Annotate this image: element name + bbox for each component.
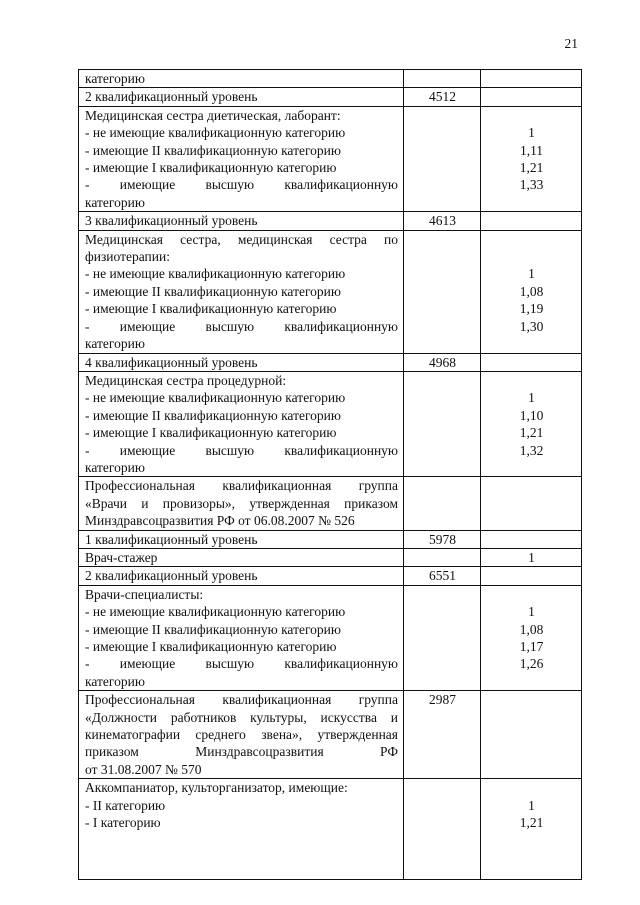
coefficient-cell: [481, 88, 582, 106]
position-line: категорию: [85, 673, 145, 689]
base-salary-cell: [404, 691, 481, 779]
coefficient-value: 1: [528, 549, 535, 565]
coefficient-value: 1,21: [519, 815, 544, 831]
coefficient-value: 1,33: [519, 177, 544, 193]
position-line: 2 квалификационный уровень: [85, 568, 258, 584]
base-salary-cell: [404, 477, 481, 530]
base-salary-cell: [404, 230, 481, 353]
salary-coefficient-table: [78, 69, 582, 880]
position-line: категорию: [85, 71, 145, 86]
position-line: приказом Минздравсоцразвития РФ: [85, 744, 398, 760]
position-line: категорию: [85, 336, 145, 352]
position-line: - имеющие I квалификационную категорию: [85, 160, 337, 176]
position-line: Профессиональная квалификационная группа: [85, 478, 398, 494]
coefficient-value: 1,17: [519, 638, 544, 654]
coefficient-value: 1: [528, 266, 535, 282]
base-salary-cell: [404, 530, 481, 548]
base-salary-cell: [404, 371, 481, 476]
table-row-job: [79, 106, 582, 211]
coefficient-value: 1,32: [519, 442, 544, 458]
base-salary-cell: [404, 779, 481, 880]
base-salary-cell: [404, 567, 481, 585]
coefficient-value: 1,08: [519, 621, 544, 637]
position-cell: [79, 779, 404, 880]
position-line: 4 квалификационный уровень: [85, 354, 258, 370]
base-salary-cell: [404, 70, 481, 88]
position-line: - имеющие высшую квалификационную: [85, 318, 398, 334]
table-row-level: [79, 212, 582, 230]
coefficient-value: 1,10: [519, 407, 544, 423]
coefficient-cell: [481, 567, 582, 585]
coefficient-value: 1,21: [519, 425, 544, 441]
coefficient-cell: [481, 212, 582, 230]
coefficient-value: 1,08: [519, 283, 544, 299]
table-row-job: [79, 230, 582, 353]
coefficient-cell: [481, 106, 582, 211]
position-cell: [79, 585, 404, 690]
position-line: - имеющие I квалификационную категорию: [85, 425, 337, 441]
position-line: Профессиональная квалификационная группа: [85, 692, 398, 708]
base-salary-cell: [404, 212, 481, 230]
coefficient-cell: [481, 230, 582, 353]
position-line: - имеющие II квалификационную категорию: [85, 407, 341, 423]
base-salary-cell: [404, 353, 481, 371]
base-salary-value: 4512: [429, 89, 456, 105]
position-cell: [79, 530, 404, 548]
position-line: - не имеющие квалификационную категорию: [85, 604, 346, 620]
position-cell: [79, 548, 404, 566]
position-line: - имеющие I квалификационную категорию: [85, 639, 337, 654]
coefficient-cell: [481, 371, 582, 476]
position-line: - имеющие I квалификационную категорию: [85, 301, 337, 317]
base-salary-value: 4613: [429, 213, 456, 229]
position-cell: [79, 371, 404, 476]
position-line: - не имеющие квалификационную категорию: [85, 390, 346, 406]
coefficient-value: 1: [528, 797, 535, 813]
position-line: 3 квалификационный уровень: [85, 213, 258, 229]
base-salary-cell: [404, 548, 481, 566]
table-row-job: [79, 585, 582, 690]
position-line: - имеющие высшую квалификационную: [85, 177, 398, 193]
position-cell: [79, 230, 404, 353]
position-line: Минздравсоцразвития РФ от 06.08.2007 № 526: [85, 513, 355, 529]
coefficient-cell: [481, 530, 582, 548]
position-line: Врачи-специалисты:: [85, 586, 204, 602]
position-cell: [79, 567, 404, 585]
position-line: - имеющие II квалификационную категорию: [85, 621, 341, 637]
position-cell: [79, 212, 404, 230]
coefficient-value: 1: [528, 604, 535, 620]
position-line: Медицинская сестра процедурной:: [85, 372, 287, 388]
coefficient-value: 1,19: [519, 301, 544, 317]
position-line: - II категорию: [85, 797, 166, 813]
position-cell: [79, 353, 404, 371]
position-line: Аккомпаниатор, культорганизатор, имеющие:: [85, 780, 348, 796]
position-cell: [79, 691, 404, 779]
position-cell: [79, 477, 404, 530]
table-row-level: [79, 567, 582, 585]
coefficient-cell: [481, 353, 582, 371]
coefficient-value: 1: [528, 390, 535, 406]
coefficient-cell: [481, 70, 582, 88]
position-line: - не имеющие квалификационную категорию: [85, 125, 346, 141]
position-line: физиотерапии:: [85, 249, 170, 265]
table-row-job: [79, 779, 582, 880]
coefficient-value: 1: [528, 125, 535, 141]
position-line: - I категорию: [85, 815, 161, 831]
position-cell: [79, 106, 404, 211]
position-line: «Врачи и провизоры», утвержденная приказом: [85, 495, 398, 511]
coefficient-cell: [481, 585, 582, 690]
position-line: 2 квалификационный уровень: [85, 89, 258, 105]
table-row-group: [79, 477, 582, 530]
page-number: 21: [564, 36, 578, 51]
position-line: категорию: [85, 194, 145, 210]
base-salary-cell: [404, 106, 481, 211]
coefficient-value: 1,30: [519, 318, 544, 334]
position-line: Медицинская сестра, медицинская сестра по: [85, 231, 398, 247]
coefficient-value: 1,21: [519, 160, 544, 176]
position-line: кинематографии среднего звена», утвержденная: [85, 727, 398, 743]
position-line: - имеющие высшую квалификационную: [85, 442, 398, 458]
position-line: - имеющие II квалификационную категорию: [85, 283, 341, 299]
coefficient-cell: [481, 548, 582, 566]
table-row-job: [79, 548, 582, 566]
base-salary-value: 2987: [429, 692, 456, 708]
position-cell: [79, 70, 404, 88]
table-row-cont: [79, 70, 582, 88]
base-salary-cell: [404, 585, 481, 690]
position-line: от 31.08.2007 № 570: [85, 761, 202, 777]
coefficient-cell: [481, 477, 582, 530]
position-line: Врач-стажер: [85, 549, 158, 565]
position-cell: [79, 88, 404, 106]
base-salary-cell: [404, 88, 481, 106]
table-row-job: [79, 371, 582, 476]
base-salary-value: 4968: [429, 354, 456, 370]
position-line: 1 квалификационный уровень: [85, 531, 258, 547]
table-row-level: [79, 353, 582, 371]
position-line: - имеющие II квалификационную категорию: [85, 142, 341, 158]
base-salary-value: 5978: [429, 531, 456, 547]
position-line: «Должности работников культуры, искусства и: [85, 709, 398, 725]
coefficient-value: 1,11: [519, 142, 544, 158]
position-line: - не имеющие квалификационную категорию: [85, 266, 346, 282]
table-row-level: [79, 530, 582, 548]
position-line: категорию: [85, 459, 145, 475]
coefficient-cell: [481, 779, 582, 880]
table-row-level: [79, 88, 582, 106]
coefficient-cell: [481, 691, 582, 779]
table-row-group: [79, 691, 582, 779]
base-salary-value: 6551: [429, 568, 456, 584]
position-line: Медицинская сестра диетическая, лаборант:: [85, 107, 341, 123]
position-line: - имеющие высшую квалификационную: [85, 656, 398, 672]
coefficient-value: 1,26: [519, 656, 544, 672]
